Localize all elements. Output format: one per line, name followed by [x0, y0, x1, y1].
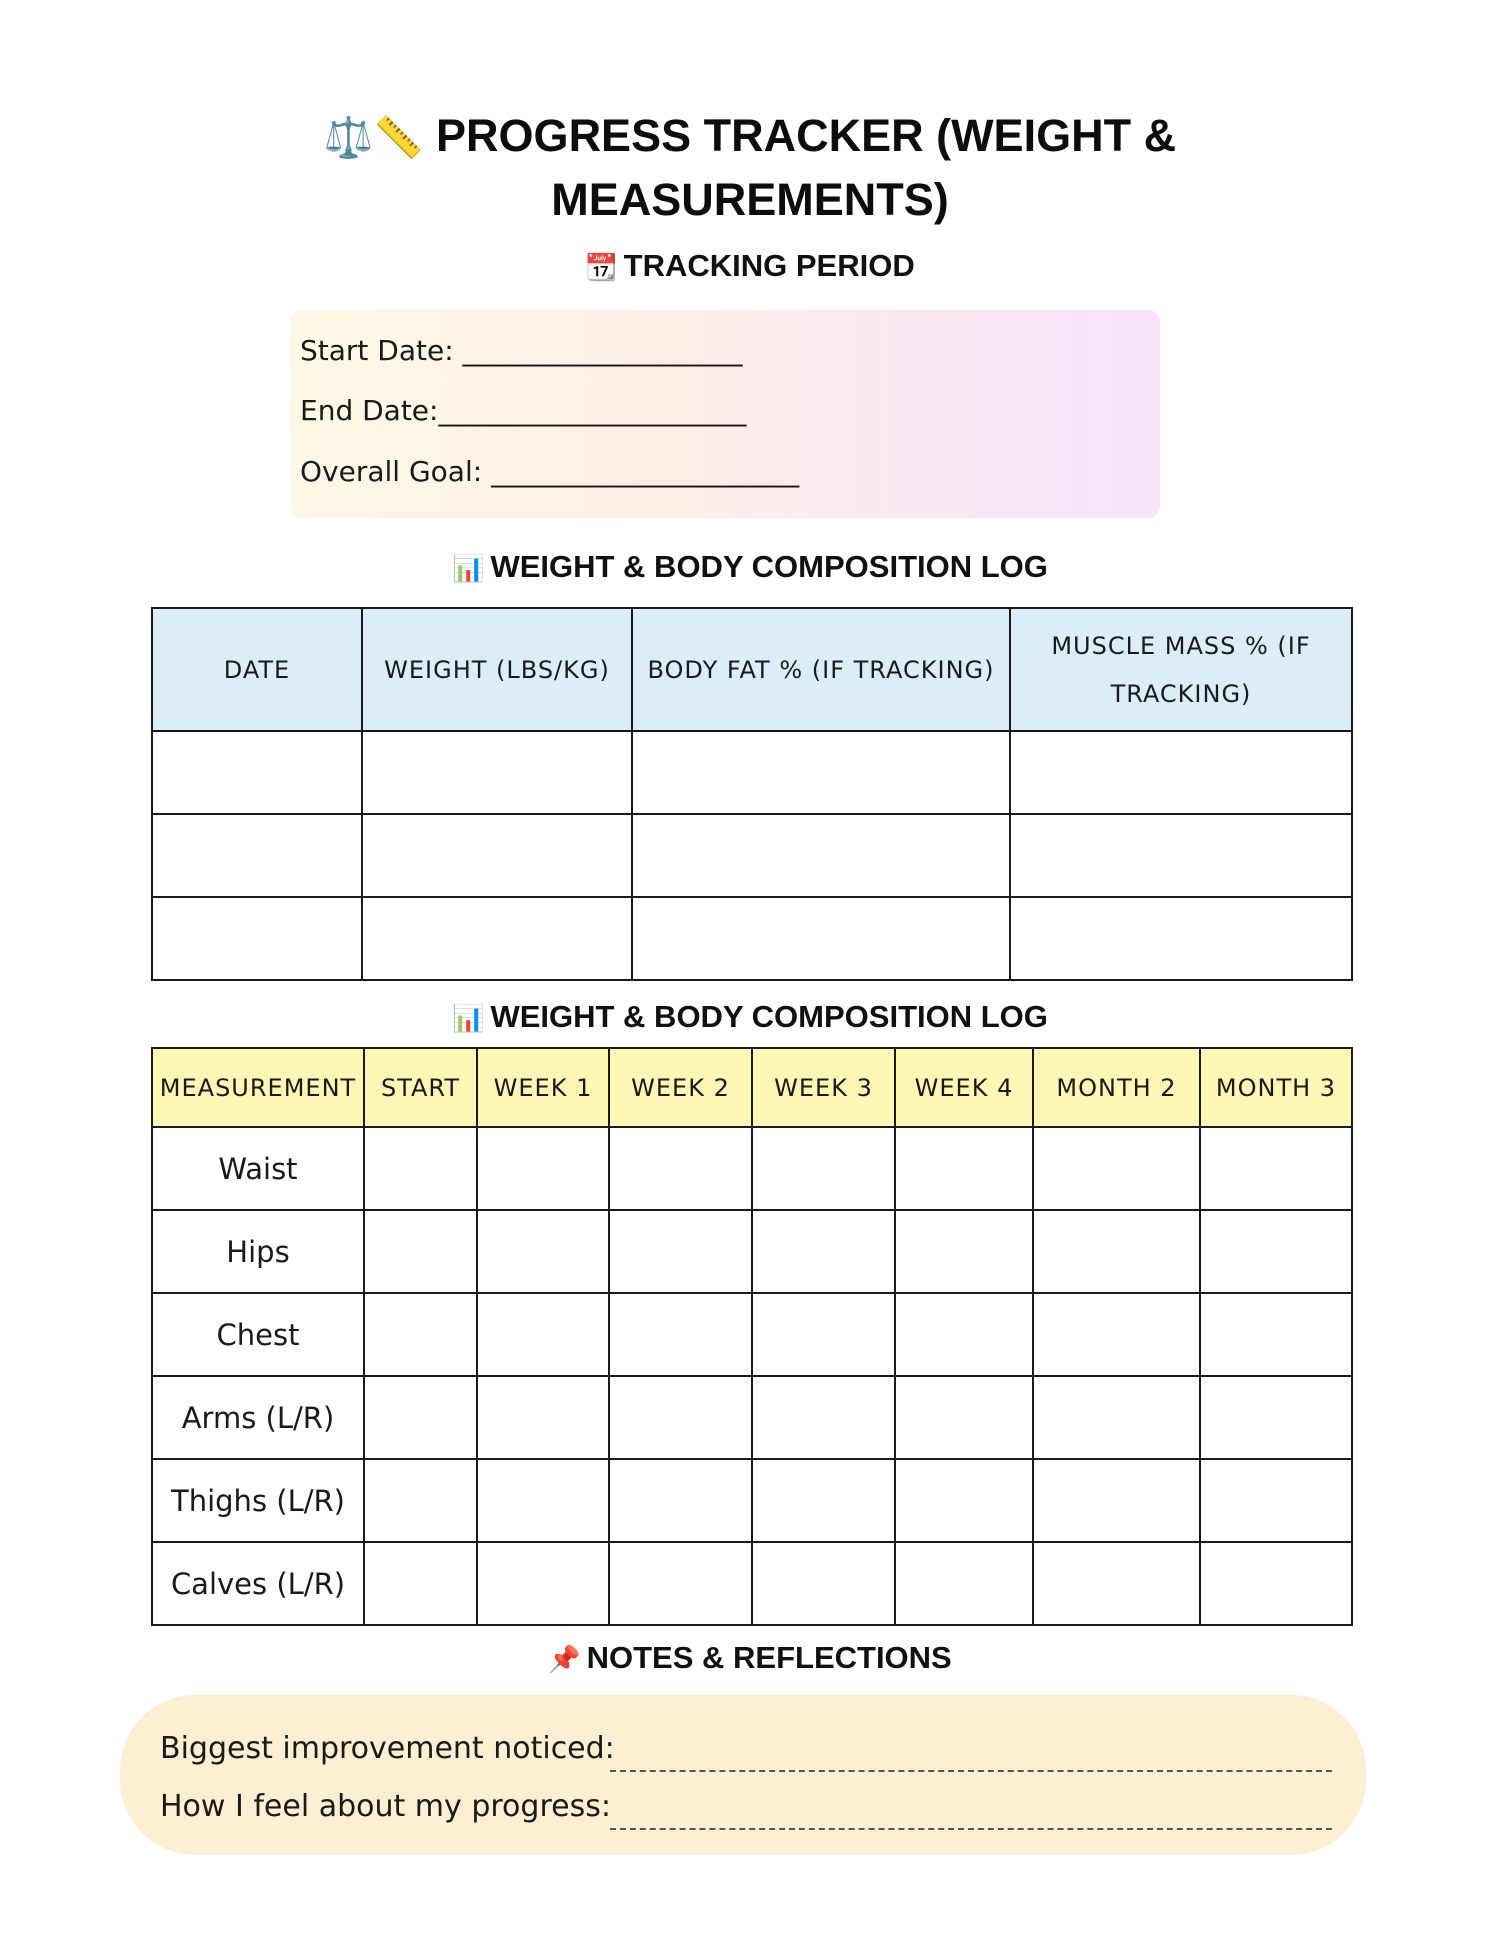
- calendar-icon: 📆: [585, 252, 618, 282]
- table-row: [152, 1459, 1352, 1542]
- entry-cell[interactable]: [1033, 1376, 1200, 1459]
- entry-cell[interactable]: [752, 1542, 895, 1625]
- entry-cell[interactable]: [752, 1127, 895, 1210]
- body-fat-cell[interactable]: [632, 731, 1010, 814]
- entry-cell[interactable]: [364, 1127, 477, 1210]
- date-cell[interactable]: [152, 897, 362, 980]
- weight-cell[interactable]: [362, 897, 632, 980]
- entry-cell[interactable]: [1200, 1459, 1352, 1542]
- entry-cell[interactable]: [895, 1293, 1033, 1376]
- muscle-mass-cell[interactable]: [1010, 897, 1352, 980]
- table-row: [152, 1293, 1352, 1376]
- entry-cell[interactable]: [1033, 1293, 1200, 1376]
- entry-cell[interactable]: [364, 1376, 477, 1459]
- table-row: [152, 1542, 1352, 1625]
- col-measurement: MEASUREMENT: [152, 1048, 364, 1127]
- entry-cell[interactable]: [364, 1293, 477, 1376]
- entry-cell[interactable]: [1033, 1459, 1200, 1542]
- notes-heading-text: NOTES & REFLECTIONS: [586, 1640, 952, 1675]
- page-title: [300, 105, 1200, 231]
- table-row: [152, 1127, 1352, 1210]
- entry-cell[interactable]: [1033, 1127, 1200, 1210]
- col-week-4: WEEK 4: [895, 1048, 1033, 1127]
- row-label-chest: Chest: [152, 1293, 364, 1376]
- feeling-label: How I feel about my progress:: [160, 1789, 611, 1824]
- notes-heading: [0, 1640, 1500, 1676]
- col-week-3: WEEK 3: [752, 1048, 895, 1127]
- entry-cell[interactable]: [752, 1376, 895, 1459]
- entry-cell[interactable]: [1200, 1127, 1352, 1210]
- scale-ruler-icon: ⚖️📏: [323, 116, 424, 160]
- muscle-mass-cell[interactable]: [1010, 814, 1352, 897]
- entry-cell[interactable]: [477, 1127, 609, 1210]
- table-row: [152, 1376, 1352, 1459]
- bar-chart-icon: 📊: [452, 553, 485, 583]
- entry-cell[interactable]: [1200, 1376, 1352, 1459]
- entry-cell[interactable]: [1033, 1210, 1200, 1293]
- bar-chart-icon: 📊: [452, 1003, 485, 1033]
- entry-cell[interactable]: [1200, 1210, 1352, 1293]
- entry-cell[interactable]: [477, 1293, 609, 1376]
- entry-cell[interactable]: [477, 1210, 609, 1293]
- entry-cell[interactable]: [609, 1376, 752, 1459]
- entry-cell[interactable]: [1200, 1293, 1352, 1376]
- start-date-field[interactable]: Start Date: ____________________: [300, 334, 743, 367]
- tracking-period-heading: [0, 248, 1500, 284]
- end-date-field[interactable]: End Date:______________________: [300, 394, 747, 427]
- entry-cell[interactable]: [895, 1210, 1033, 1293]
- entry-cell[interactable]: [477, 1542, 609, 1625]
- measurement-log-table: [151, 1047, 1353, 1626]
- tracking-period-heading-text: TRACKING PERIOD: [623, 248, 915, 283]
- notes-box: [120, 1695, 1366, 1855]
- weight-cell[interactable]: [362, 814, 632, 897]
- pushpin-icon: 📌: [548, 1644, 581, 1674]
- overall-goal-field[interactable]: Overall Goal: ______________________: [300, 455, 800, 488]
- col-muscle-mass: MUSCLE MASS % (IF TRACKING): [1010, 608, 1352, 731]
- weight-log-header-row: [152, 608, 1352, 731]
- entry-cell[interactable]: [364, 1459, 477, 1542]
- body-fat-cell[interactable]: [632, 814, 1010, 897]
- row-label-arms: Arms (L/R): [152, 1376, 364, 1459]
- col-week-1: WEEK 1: [477, 1048, 609, 1127]
- entry-cell[interactable]: [364, 1210, 477, 1293]
- table-row: [152, 814, 1352, 897]
- entry-cell[interactable]: [609, 1542, 752, 1625]
- entry-cell[interactable]: [895, 1459, 1033, 1542]
- body-fat-cell[interactable]: [632, 897, 1010, 980]
- entry-cell[interactable]: [609, 1210, 752, 1293]
- entry-cell[interactable]: [609, 1293, 752, 1376]
- title-line-1: [300, 105, 1200, 169]
- entry-cell[interactable]: [752, 1210, 895, 1293]
- measurement-header-row: [152, 1048, 1352, 1127]
- title-text-2: MEASUREMENTS): [551, 174, 949, 225]
- col-weight: WEIGHT (LBS/KG): [362, 608, 632, 731]
- measurement-log-heading-text: WEIGHT & BODY COMPOSITION LOG: [490, 999, 1048, 1034]
- weight-cell[interactable]: [362, 731, 632, 814]
- entry-cell[interactable]: [364, 1542, 477, 1625]
- weight-log-heading: [0, 549, 1500, 585]
- row-label-hips: Hips: [152, 1210, 364, 1293]
- entry-cell[interactable]: [609, 1127, 752, 1210]
- col-month-2: MONTH 2: [1033, 1048, 1200, 1127]
- row-label-calves: Calves (L/R): [152, 1542, 364, 1625]
- improvement-fill-line[interactable]: [610, 1770, 1332, 1772]
- date-cell[interactable]: [152, 814, 362, 897]
- tracking-period-box: [290, 310, 1160, 518]
- entry-cell[interactable]: [1033, 1542, 1200, 1625]
- weight-log-table: [151, 607, 1353, 981]
- entry-cell[interactable]: [752, 1293, 895, 1376]
- date-cell[interactable]: [152, 731, 362, 814]
- row-label-thighs: Thighs (L/R): [152, 1459, 364, 1542]
- entry-cell[interactable]: [895, 1542, 1033, 1625]
- entry-cell[interactable]: [895, 1127, 1033, 1210]
- table-row: [152, 1210, 1352, 1293]
- table-row: [152, 731, 1352, 814]
- measurement-log-heading: [0, 999, 1500, 1035]
- entry-cell[interactable]: [752, 1459, 895, 1542]
- title-text-1: PROGRESS TRACKER (WEIGHT &: [436, 110, 1177, 161]
- entry-cell[interactable]: [895, 1376, 1033, 1459]
- col-month-3: MONTH 3: [1200, 1048, 1352, 1127]
- col-date: DATE: [152, 608, 362, 731]
- feeling-fill-line[interactable]: [610, 1828, 1332, 1830]
- muscle-mass-cell[interactable]: [1010, 731, 1352, 814]
- improvement-label: Biggest improvement noticed:: [160, 1731, 615, 1766]
- entry-cell[interactable]: [609, 1459, 752, 1542]
- entry-cell[interactable]: [1200, 1542, 1352, 1625]
- row-label-waist: Waist: [152, 1127, 364, 1210]
- col-body-fat: BODY FAT % (IF TRACKING): [632, 608, 1010, 731]
- col-start: START: [364, 1048, 477, 1127]
- entry-cell[interactable]: [477, 1459, 609, 1542]
- col-week-2: WEEK 2: [609, 1048, 752, 1127]
- weight-log-heading-text: WEIGHT & BODY COMPOSITION LOG: [490, 549, 1048, 584]
- table-row: [152, 897, 1352, 980]
- entry-cell[interactable]: [477, 1376, 609, 1459]
